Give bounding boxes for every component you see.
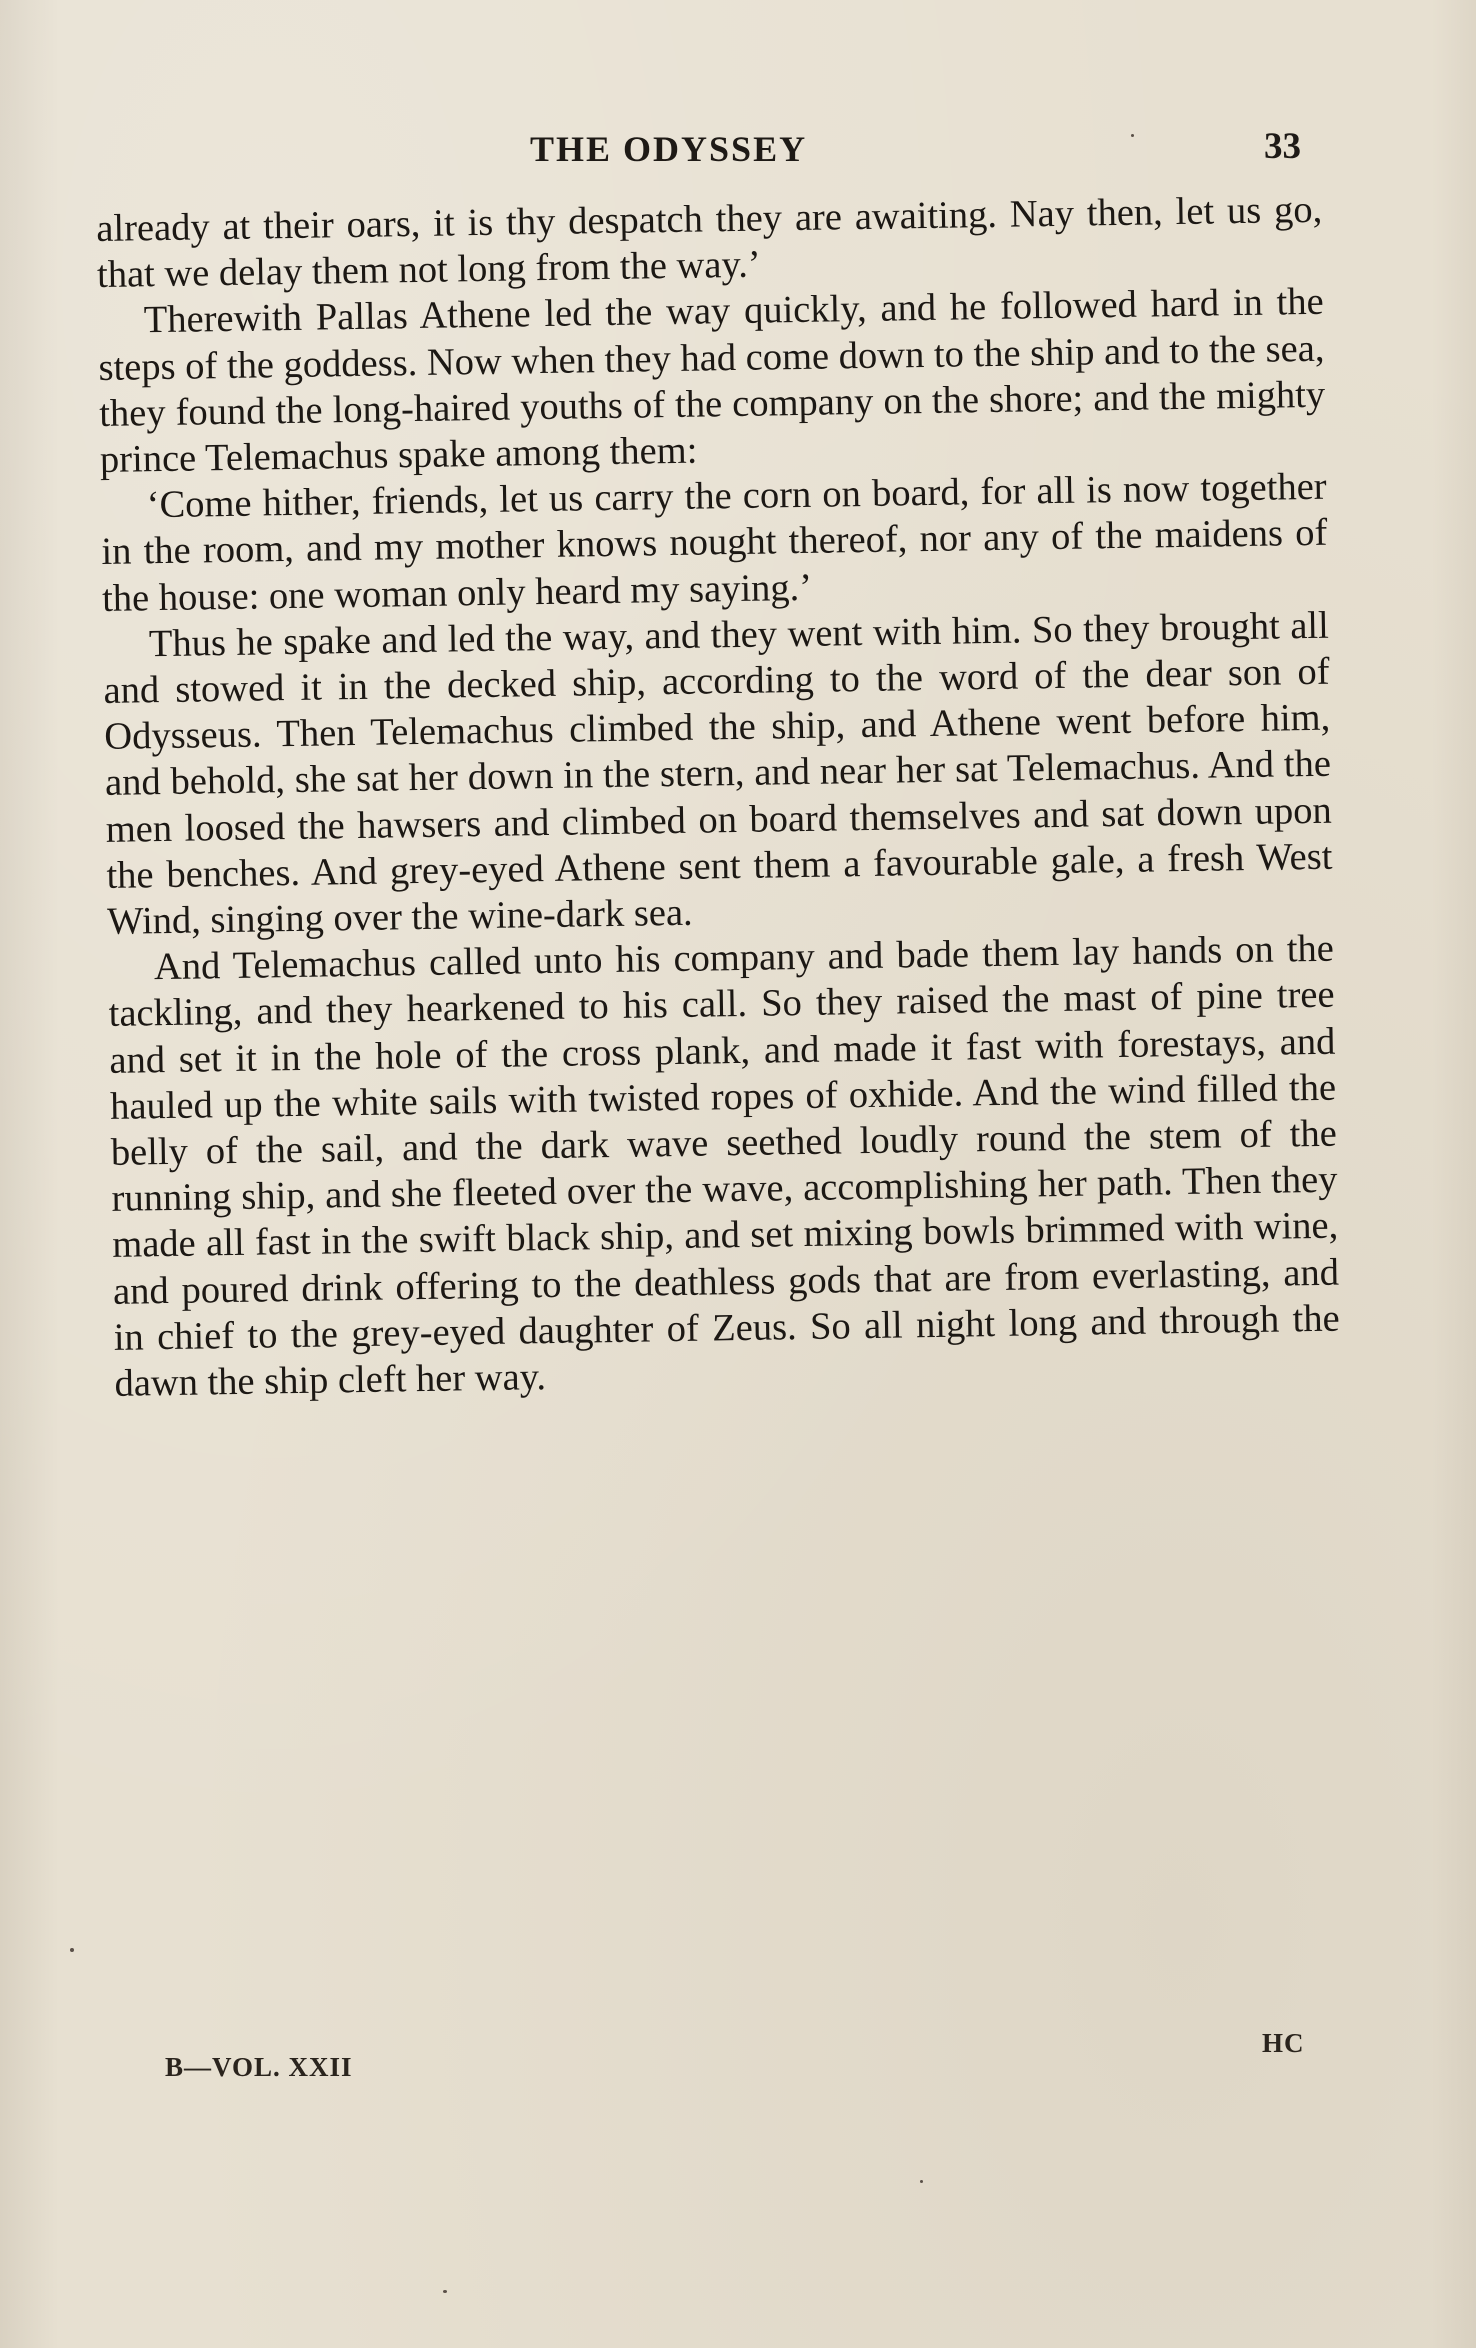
ink-speck <box>443 2290 447 2293</box>
page-number: 33 <box>1264 126 1301 167</box>
body-text <box>96 187 1341 1407</box>
ink-speck <box>70 1948 74 1952</box>
ink-speck <box>920 2180 923 2183</box>
signature-mark-left: B—VOL. XXII <box>165 2052 353 2082</box>
paragraph-1: already at their oars, it is thy despatch they are awaiting. Nay then, let us go, that we delay them not long from the way.’ <box>96 188 1323 297</box>
paragraph-2: Therewith Pallas Athene led the way quickly, and he followed hard in the steps of the goddess. Now when they had come down to the ship and to the sea, they found the long-haired youths of the company on the shore; and the mighty prince Telemachus spake among them: <box>98 281 1326 481</box>
running-head <box>100 118 1300 178</box>
paragraph-4: Thus he spake and led the way, and they went with him. So they brought all and stowed it in the decked ship, according to the word of the dear son of Odysseus. Then Telemachus climbed the ship, and Athene went before him, and behold, she sat her down in the stern, and near her sat Telemachus. And the men loosed the hawsers and climbed on board themselves and sat down upon the benches. And grey-eyed Athene sent them a favourable gale, a fresh West Wind, singing over the wine-dark sea. <box>103 604 1333 943</box>
signature-mark-right: HC <box>1262 2028 1305 2058</box>
running-title: THE ODYSSEY <box>530 129 808 169</box>
paragraph-3: ‘Come hither, friends, let us carry the corn on board, for all is now together in the room, and my mother knows nought thereof, nor any of the maidens of the house: one woman only heard my saying.’ <box>101 465 1328 620</box>
ink-speck <box>1131 134 1134 137</box>
paragraph-5: And Telemachus called unto his company and bade them lay hands on the tackling, and they hearkened to his call. So they raised the mast of pine tree and set it in the hole of the cross plank, and made it fast with forestays, and hauled up the white sails with twisted ropes of oxhide. And the wind filled the belly of the sail, and the dark wave seethed loudly round the stem of the running ship, and she fleeted over the wave, accomplishing her path. Then they made all fast in the swift black ship, and set mixing bowls brimmed with wine, and poured drink offering to the deathless gods that are from everlasting, and in chief to the grey-eyed daughter of Zeus. So all night long and through the dawn the ship cleft her way. <box>108 927 1340 1405</box>
